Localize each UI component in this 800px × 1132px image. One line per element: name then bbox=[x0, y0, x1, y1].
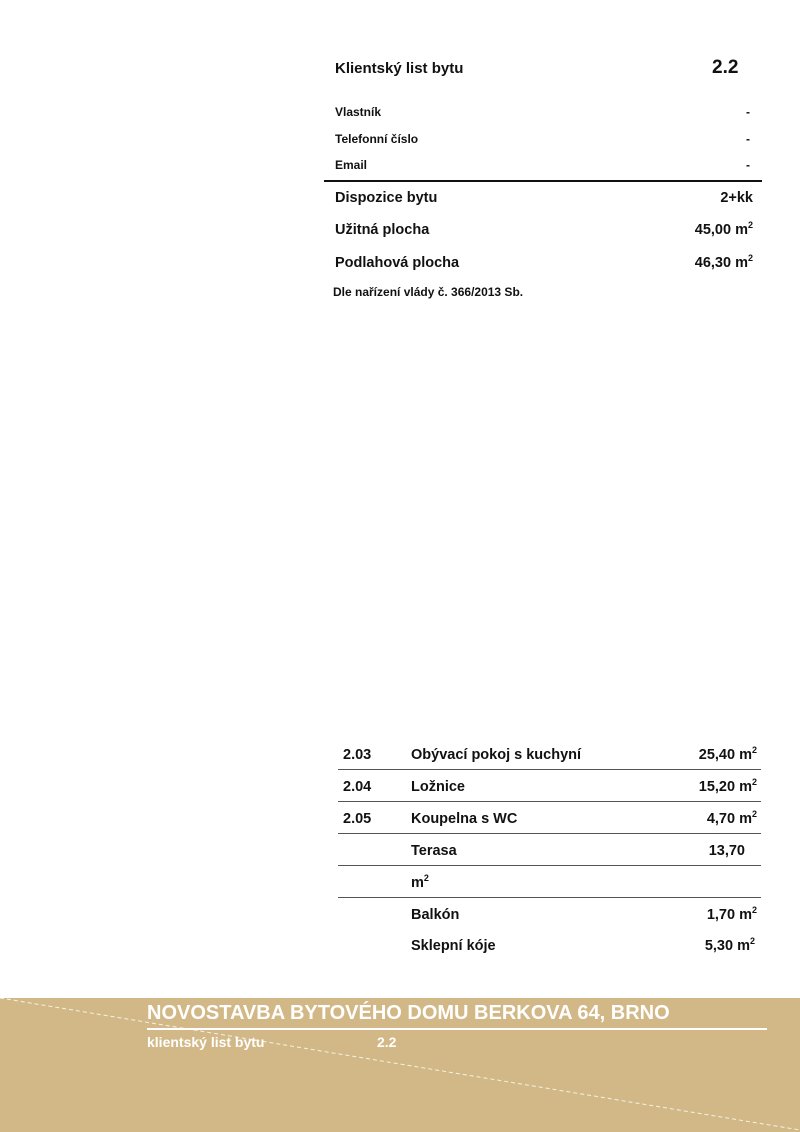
room-name: Obývací pokoj s kuchyní bbox=[411, 747, 582, 763]
floor-area-row bbox=[335, 255, 753, 271]
layout-row bbox=[335, 190, 753, 206]
table-row bbox=[338, 770, 761, 802]
owner-label: Vlastník bbox=[335, 105, 382, 119]
footer-apartment-number: 2.2 bbox=[377, 1034, 397, 1050]
footer-underline bbox=[147, 1028, 767, 1030]
apartment-number: 2.2 bbox=[712, 57, 739, 78]
floor-area-value: 46,30 $m^2$ bbox=[694, 253, 753, 271]
table-row bbox=[338, 802, 761, 834]
email-row bbox=[335, 158, 750, 172]
email-value: - bbox=[746, 158, 750, 172]
room-id: 2.03 bbox=[343, 747, 372, 763]
regulation-note: Dle nařízení vlády č. 366/2013 Sb. bbox=[333, 285, 524, 299]
layout-value: 2+kk bbox=[720, 190, 753, 206]
room-name: Sklepní kóje bbox=[411, 938, 496, 954]
table-row bbox=[338, 738, 761, 770]
room-area: 1,70 $m^2$ bbox=[706, 905, 757, 923]
room-area: 5,30 $m^2$ bbox=[704, 936, 755, 954]
room-id: 2.05 bbox=[343, 811, 372, 827]
rooms-table bbox=[338, 738, 761, 960]
room-area: 25,40 $m^2$ bbox=[698, 745, 757, 763]
email-label: Email bbox=[335, 158, 368, 172]
footer-subtitle: klientský list bytu bbox=[147, 1034, 265, 1050]
room-area: 15,20 $m^2$ bbox=[698, 777, 757, 795]
phone-value: - bbox=[746, 132, 750, 146]
room-name: Ložnice bbox=[411, 779, 465, 795]
phone-label: Telefonní číslo bbox=[335, 132, 419, 146]
header-divider bbox=[324, 180, 762, 182]
owner-value: - bbox=[746, 105, 750, 119]
room-name: Balkón bbox=[411, 907, 460, 923]
room-name: Terasa bbox=[411, 843, 457, 859]
table-row bbox=[338, 834, 761, 866]
room-area: 4,70 $m^2$ bbox=[706, 809, 757, 827]
room-name: $m^2$ bbox=[411, 873, 429, 891]
usable-area-label: Užitná plocha bbox=[335, 222, 430, 238]
owner-row bbox=[335, 105, 750, 119]
room-id: 2.04 bbox=[343, 779, 372, 795]
table-row bbox=[338, 898, 761, 929]
layout-label: Dispozice bytu bbox=[335, 190, 438, 206]
floor-area-label: Podlahová plocha bbox=[335, 255, 460, 271]
table-row bbox=[338, 929, 761, 960]
usable-area-value: 45,00 $m^2$ bbox=[694, 220, 753, 238]
room-name: Koupelna s WC bbox=[411, 811, 518, 827]
footer-title: NOVOSTAVBA BYTOVÉHO DOMU BERKOVA 64, BRNO bbox=[147, 1002, 670, 1024]
room-area: 13,70 bbox=[708, 843, 745, 859]
table-row bbox=[338, 866, 761, 898]
phone-row bbox=[335, 132, 750, 146]
usable-area-row bbox=[335, 222, 753, 238]
document-title: Klientský list bytu bbox=[335, 60, 464, 77]
